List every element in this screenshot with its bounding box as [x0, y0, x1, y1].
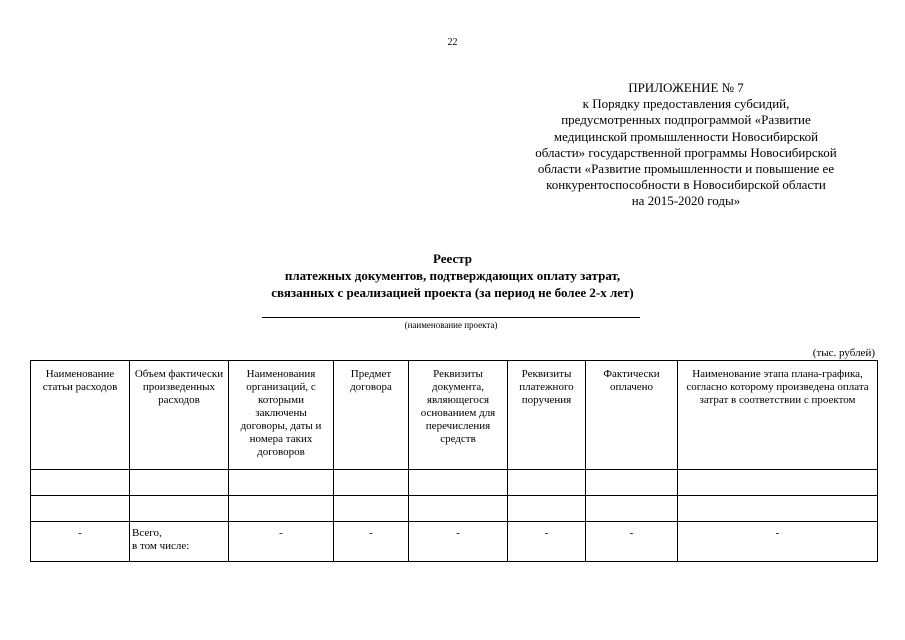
- registry-table: [30, 360, 878, 562]
- table-cell: [508, 496, 586, 522]
- table-cell: -: [586, 522, 678, 562]
- table-cell: [334, 470, 409, 496]
- table-header-row: [31, 361, 878, 470]
- table-cell: [586, 470, 678, 496]
- table-cell: -: [31, 522, 130, 562]
- table-cell: -: [508, 522, 586, 562]
- table-cell: [229, 470, 334, 496]
- table-cell: -: [409, 522, 508, 562]
- table-row: [31, 470, 878, 496]
- registry-title-line: платежных документов, подтверждающих оплату затрат,: [284, 268, 621, 283]
- table-cell: -: [334, 522, 409, 562]
- project-name-line: [262, 317, 640, 318]
- project-name-caption: (наименование проекта): [404, 320, 498, 330]
- registry-title-line: связанных с реализацией проекта (за период не более 2-х лет): [271, 285, 634, 300]
- table-cell: [31, 470, 130, 496]
- table-cell: [508, 470, 586, 496]
- table-cell: [409, 496, 508, 522]
- table-row: [31, 496, 878, 522]
- table-cell: [586, 496, 678, 522]
- table-cell: [130, 470, 229, 496]
- table-cell: [678, 496, 878, 522]
- table-cell: [409, 470, 508, 496]
- table-cell: [229, 496, 334, 522]
- total-sublabel: в том числе:: [132, 540, 190, 552]
- column-header: Фактически оплачено: [586, 361, 678, 470]
- appendix-line: медицинской промышленности Новосибирской: [553, 128, 819, 144]
- appendix-title: ПРИЛОЖЕНИЕ № 7: [628, 80, 744, 95]
- table-cell: -: [678, 522, 878, 562]
- column-header: Наименование этапа плана-графика, согласно которому произведена оплата затрат в соответствии с проектом: [678, 361, 878, 470]
- appendix-line: предусмотренных подпрограммой «Развитие: [561, 112, 811, 128]
- appendix-header: [500, 80, 872, 210]
- column-header: Наименование статьи расходов: [31, 361, 130, 470]
- registry-title-main: Реестр: [432, 251, 472, 266]
- table-cell: [678, 470, 878, 496]
- column-header: Объем фактически произведенных расходов: [130, 361, 229, 470]
- appendix-line: области «Развитие промышленности и повышение ее: [537, 161, 835, 177]
- registry-title: [0, 250, 905, 301]
- page-number: 22: [447, 37, 458, 48]
- table-cell: -: [229, 522, 334, 562]
- total-label: Всего,: [132, 527, 162, 539]
- total-row: [31, 522, 878, 562]
- table-cell: [130, 496, 229, 522]
- appendix-line: к Порядку предоставления субсидий,: [582, 96, 790, 112]
- appendix-line: конкурентоспособности в Новосибирской области: [546, 177, 826, 193]
- table-cell: [31, 496, 130, 522]
- column-header: Реквизиты платежного поручения: [508, 361, 586, 470]
- column-header: Предмет договора: [334, 361, 409, 470]
- total-label-cell: [130, 522, 229, 562]
- column-header: Реквизиты документа, являющегося основанием для перечисления средств: [409, 361, 508, 470]
- appendix-line: области» государственной программы Новосибирской: [535, 144, 837, 160]
- units-label: (тыс. рублей): [812, 347, 875, 359]
- appendix-line: на 2015-2020 годы»: [631, 193, 741, 209]
- column-header: Наименования организаций, с которыми заключены договоры, даты и номера таких договоров: [229, 361, 334, 470]
- table-cell: [334, 496, 409, 522]
